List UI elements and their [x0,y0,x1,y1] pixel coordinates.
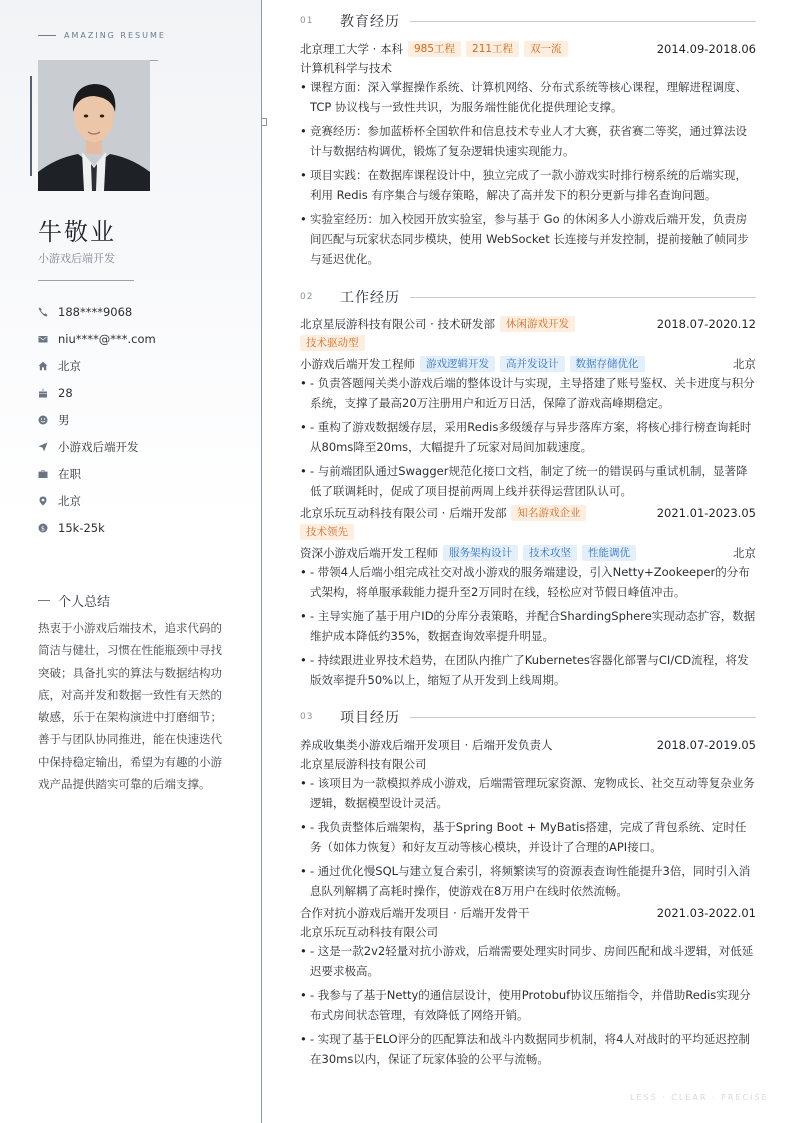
skill-tag: 技术攻坚 [523,545,577,561]
school-badge: 双一流 [524,41,568,57]
skill-tag: 游戏逻辑开发 [420,356,495,372]
photo-accent-line [150,60,158,61]
education-entry [300,39,756,273]
summary-title: 个人总结 [38,591,110,610]
list-item: • - 实现了基于ELO评分的匹配算法和战斗内数据同步机制，将4人对战时的平均延迟控制在30ms以内，保证了玩家体验的公平与流畅。 [300,1029,756,1069]
project-entry-1 [300,735,756,905]
job-role: 小游戏后端开发工程师 [300,356,415,371]
watermark: LESS · CLEAR · PRECISE [630,1093,769,1102]
job-city: 北京 [733,356,756,371]
list-item: • - 带领4人后端小组完成社交对战小游戏的服务端建设，引入Netty+Zookeeper的分布式架构，将单服承载能力提升至2万同时在线，轻松应对节假日峰值冲击。 [300,562,756,602]
info-gender [38,406,156,433]
section-title: 教育经历 [340,14,400,30]
list-item: • - 持续跟进业界技术趋势，在团队内推广了Kubernetes容器化部署与CI/CD流程，将发版效率提升50%以上，缩短了从开发到上线周期。 [300,650,756,690]
skill-tag: 服务架构设计 [443,545,518,561]
list-item: • - 该项目为一款模拟养成小游戏，后端需管理玩家资源、宠物成长、社交互动等复杂业务逻辑，数据模型设计灵活。 [300,773,756,813]
info-text: 15k-25k [58,520,105,535]
info-home [38,352,156,379]
school-badge: 985工程 [408,41,461,57]
candidate-name: 牛敬业 [38,218,116,246]
company-badge: 技术驱动型 [300,335,365,351]
divider [38,280,134,281]
school-badge: 211工程 [466,41,519,57]
job-city: 北京 [733,545,756,560]
info-position [38,433,156,460]
info-text: 188****9068 [58,304,133,319]
section-number: 01 [300,16,314,26]
face-icon [38,415,48,425]
svg-text:$: $ [40,523,46,532]
cake-icon [38,388,48,398]
list-item: • - 这是一款2v2轻量对抗小游戏，后端需要处理实时同步、房间匹配和战斗逻辑，对低延迟要求极高。 [300,941,756,981]
timeline-tick [262,118,267,126]
project-date: 2018.07-2019.05 [656,737,756,752]
job-role: 资深小游戏后端开发工程师 [300,545,438,560]
work-date: 2018.07-2020.12 [656,316,756,331]
candidate-subtitle: 小游戏后端开发 [38,252,115,265]
info-text: 北京 [58,493,81,508]
company-badge: 知名游戏企业 [511,505,586,521]
work-entry-2 [300,503,756,694]
tagline-text: AMAZING RESUME [64,31,166,40]
school-name: 北京理工大学 · 本科 [300,41,403,56]
info-text: 28 [58,385,73,400]
company-name: 北京乐玩互动科技有限公司 · 后端开发部 [300,505,507,520]
project-name: 养成收集类小游戏后端开发项目 · 后端开发负责人 [300,737,553,752]
list-item: • 实验室经历：加入校园开放实验室，参与基于 Go 的休闲多人小游戏后端开发，负责房间匹配与玩家状态同步模块，使用 WebSocket 长连接与并发控制，提前接触了帧同步与延迟优化。 [300,209,756,269]
section-number: 03 [300,712,314,722]
sidebar [0,0,262,1123]
company-badge: 休闲游戏开发 [500,316,575,332]
money-icon [38,523,48,533]
summary-text: 热衷于小游戏后端技术，追求代码的简洁与健壮，习惯在性能瓶颈中寻找突破；具备扎实的算法与数据结构功底，对高并发和数据一致性有天然的敏感，乐于在架构演进中打磨细节；善于与团队协同推进，能在快速迭代中保持稳定输出，希望为有趣的小游戏产品提供踏实可靠的后端支撑。 [38,621,222,792]
education-date: 2014.09-2018.06 [656,41,756,56]
info-email [38,325,156,352]
company-name: 北京星辰游科技有限公司 · 技术研发部 [300,316,495,331]
project-bullets [300,773,756,901]
company-badge: 技术领先 [300,524,354,540]
info-text: 男 [58,412,70,427]
mail-icon [38,334,48,344]
section-number: 02 [300,292,314,302]
list-item: • - 负责答题闯关类小游戏后端的整体设计与实现，主导搭建了账号鉴权、关卡进度与积分系统，支撑了最高20万注册用户和近万日活，保障了游戏高峰期稳定。 [300,373,756,413]
major: 计算机科学与技术 [300,60,392,75]
location-icon [38,496,48,506]
info-salary [38,514,156,541]
list-item: • - 与前端团队通过Swagger规范化接口文档，制定了统一的错误码与重试机制，显著降低了联调耗时，促成了项目提前两周上线并获得运营团队认可。 [300,461,756,501]
section-title: 项目经历 [340,710,400,726]
skill-tag: 高并发设计 [500,356,565,372]
info-age [38,379,156,406]
list-item: • 竞赛经历：参加蓝桥杯全国软件和信息技术专业人才大赛，获省赛二等奖，通过算法设计与数据结构调优，锻炼了复杂逻辑快速实现能力。 [300,121,756,161]
section-projects-header [300,707,756,727]
send-icon [38,442,48,452]
list-item: • - 重构了游戏数据缓存层，采用Redis多级缓存与异步落库方案，将核心排行榜查询耗时从80ms降至20ms，大幅提升了玩家对局间加载速度。 [300,417,756,457]
section-education-header [300,11,756,31]
project-company: 北京星辰游科技有限公司 [300,756,427,771]
phone-icon [38,307,48,317]
list-item: • - 我参与了基于Netty的通信层设计，使用Protobuf协议压缩指令，并借助Redis实现分布式房间状态管理，有效降低了网络开销。 [300,985,756,1025]
work-bullets [300,373,756,501]
info-city [38,487,156,514]
project-company: 北京乐玩互动科技有限公司 [300,924,438,939]
section-work-header [300,287,756,307]
section-title: 工作经历 [340,290,400,306]
work-entry-1 [300,314,756,505]
briefcase-icon [38,469,48,479]
list-item: • - 主导实施了基于用户ID的分库分表策略，并配合ShardingSphere实现动态扩容，数据维护成本降低约35%，数据查询效率提升明显。 [300,606,756,646]
info-text: 小游戏后端开发 [58,439,139,454]
project-entry-2 [300,903,756,1073]
project-date: 2021.03-2022.01 [656,905,756,920]
info-text: 北京 [58,358,81,373]
info-phone [38,298,156,325]
tagline [38,31,166,40]
avatar-photo [38,60,150,191]
list-item: • 项目实践：在数据库课程设计中，独立完成了一款小游戏实时排行榜系统的后端实现，利用 Redis 有序集合与缓存策略，解决了高并发下的积分更新与排名查询问题。 [300,165,756,205]
work-date: 2021.01-2023.05 [656,505,756,520]
project-bullets [300,941,756,1069]
work-bullets [300,562,756,690]
skill-tag: 数据存储优化 [570,356,645,372]
info-text: niu****@***.com [58,331,156,346]
photo-accent-bar [30,76,32,176]
list-item: • 课程方面：深入掌握操作系统、计算机网络、分布式系统等核心课程，理解进程调度、TCP 协议栈与一致性共识，为服务端性能优化提供理论支撑。 [300,77,756,117]
list-item: • - 通过优化慢SQL与建立复合索引，将频繁读写的资源表查询性能提升3倍，同时引入消息队列解耦了高耗时操作，使游戏在8万用户在线时依然流畅。 [300,861,756,901]
skill-tag: 性能调优 [582,545,636,561]
info-status [38,460,156,487]
home-icon [38,361,48,371]
project-name: 合作对抗小游戏后端开发项目 · 后端开发骨干 [300,905,530,920]
education-bullets [300,77,756,269]
list-item: • - 我负责整体后端架构，基于Spring Boot + MyBatis搭建，完成了背包系统、定时任务（如体力恢复）和好友互动等核心模块，并设计了合理的API接口。 [300,817,756,857]
contact-info [38,298,156,541]
info-text: 在职 [58,466,81,481]
